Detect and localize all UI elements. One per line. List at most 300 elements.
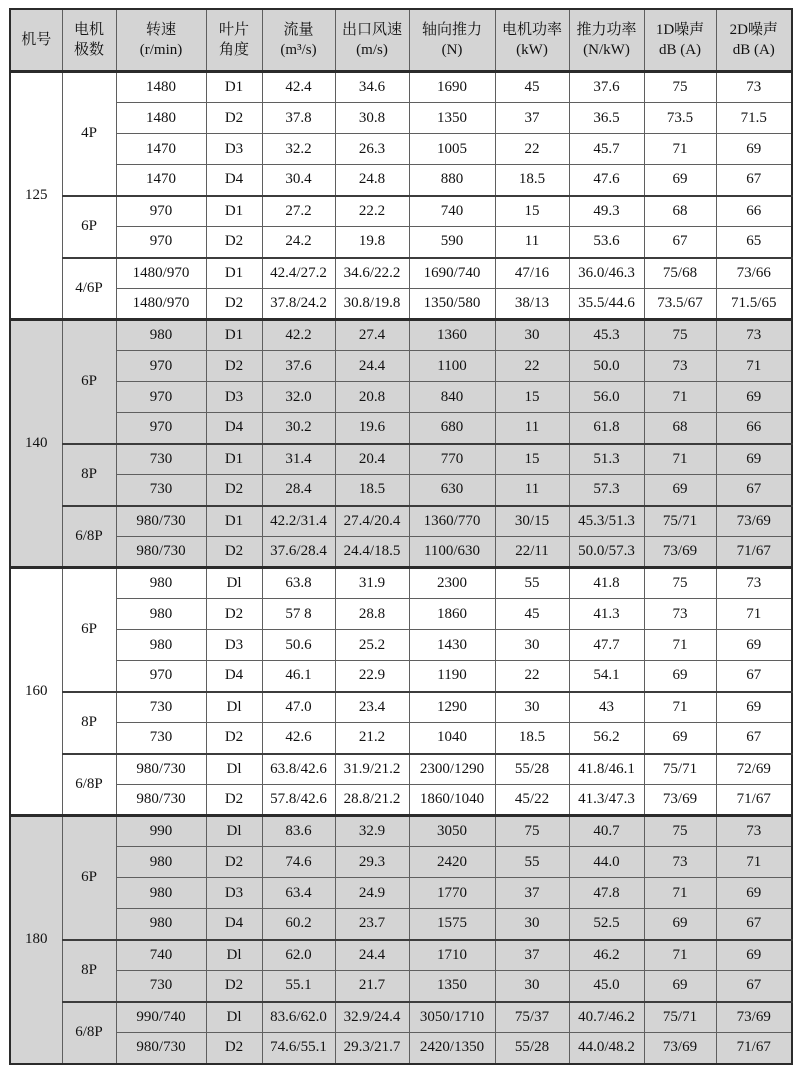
- blade-angle-cell: D2: [206, 537, 262, 568]
- poles-cell: 6/8P: [62, 1002, 116, 1064]
- thrust-power-cell: 45.3: [569, 320, 644, 351]
- motor-power-cell: 30: [495, 971, 569, 1002]
- flow-cell: 28.4: [262, 475, 335, 506]
- motor-power-cell: 11: [495, 413, 569, 444]
- table-row: [10, 785, 792, 816]
- outlet-speed-cell: 28.8: [335, 599, 409, 630]
- poles-cell: 6P: [62, 568, 116, 692]
- noise-2d-cell: 73/66: [716, 258, 792, 289]
- thrust-power-cell: 53.6: [569, 227, 644, 258]
- thrust-power-cell: 61.8: [569, 413, 644, 444]
- axial-thrust-cell: 1690/740: [409, 258, 495, 289]
- noise-1d-cell: 67: [644, 227, 716, 258]
- thrust-power-cell: 40.7/46.2: [569, 1002, 644, 1033]
- table-row: [10, 227, 792, 258]
- noise-2d-cell: 72/69: [716, 754, 792, 785]
- machine-no-cell: 160: [10, 568, 62, 816]
- outlet-speed-cell: 26.3: [335, 134, 409, 165]
- noise-2d-cell: 71.5/65: [716, 289, 792, 320]
- noise-2d-cell: 73: [716, 568, 792, 599]
- noise-2d-cell: 67: [716, 909, 792, 940]
- noise-2d-cell: 67: [716, 971, 792, 1002]
- flow-cell: 24.2: [262, 227, 335, 258]
- noise-2d-cell: 71: [716, 847, 792, 878]
- machine-no-cell: 140: [10, 320, 62, 568]
- speed-cell: 980: [116, 847, 206, 878]
- col-header-speed: [116, 9, 206, 72]
- blade-angle-cell: D4: [206, 413, 262, 444]
- axial-thrust-cell: 1860/1040: [409, 785, 495, 816]
- blade-angle-cell: D1: [206, 258, 262, 289]
- axial-thrust-cell: 1190: [409, 661, 495, 692]
- thrust-power-cell: 57.3: [569, 475, 644, 506]
- col-header-axial-thrust: [409, 9, 495, 72]
- flow-cell: 42.2/31.4: [262, 506, 335, 537]
- noise-1d-cell: 68: [644, 196, 716, 227]
- outlet-speed-cell: 29.3/21.7: [335, 1033, 409, 1064]
- speed-cell: 970: [116, 413, 206, 444]
- noise-2d-cell: 69: [716, 444, 792, 475]
- noise-2d-cell: 66: [716, 196, 792, 227]
- thrust-power-cell: 35.5/44.6: [569, 289, 644, 320]
- axial-thrust-cell: 2300: [409, 568, 495, 599]
- table-row: [10, 537, 792, 568]
- header-label: 电机: [73, 21, 104, 38]
- poles-cell: 4P: [62, 72, 116, 196]
- blade-angle-cell: D4: [206, 661, 262, 692]
- poles-cell: 8P: [62, 940, 116, 1002]
- header-unit: (m³/s): [280, 42, 317, 58]
- axial-thrust-cell: 1360: [409, 320, 495, 351]
- speed-cell: 980/730: [116, 754, 206, 785]
- motor-power-cell: 75/37: [495, 1002, 569, 1033]
- blade-angle-cell: D4: [206, 165, 262, 196]
- flow-cell: 57 8: [262, 599, 335, 630]
- flow-cell: 46.1: [262, 661, 335, 692]
- thrust-power-cell: 44.0/48.2: [569, 1033, 644, 1064]
- outlet-speed-cell: 24.4: [335, 351, 409, 382]
- noise-1d-cell: 69: [644, 661, 716, 692]
- flow-cell: 31.4: [262, 444, 335, 475]
- noise-2d-cell: 71.5: [716, 103, 792, 134]
- col-header-flow: [262, 9, 335, 72]
- blade-angle-cell: D1: [206, 196, 262, 227]
- outlet-speed-cell: 31.9: [335, 568, 409, 599]
- motor-power-cell: 37: [495, 878, 569, 909]
- noise-1d-cell: 69: [644, 909, 716, 940]
- header-label: 轴向推力: [421, 21, 482, 38]
- motor-power-cell: 55/28: [495, 754, 569, 785]
- blade-angle-cell: D1: [206, 72, 262, 103]
- col-header-noise-2d: [716, 9, 792, 72]
- thrust-power-cell: 36.5: [569, 103, 644, 134]
- flow-cell: 57.8/42.6: [262, 785, 335, 816]
- flow-cell: 37.6/28.4: [262, 537, 335, 568]
- noise-1d-cell: 71: [644, 878, 716, 909]
- table-row: [10, 1002, 792, 1033]
- speed-cell: 1480: [116, 103, 206, 134]
- thrust-power-cell: 56.2: [569, 723, 644, 754]
- table-row: [10, 196, 792, 227]
- table-row: [10, 165, 792, 196]
- outlet-speed-cell: 28.8/21.2: [335, 785, 409, 816]
- axial-thrust-cell: 3050: [409, 816, 495, 847]
- axial-thrust-cell: 1575: [409, 909, 495, 940]
- motor-power-cell: 22: [495, 351, 569, 382]
- blade-angle-cell: D3: [206, 630, 262, 661]
- axial-thrust-cell: 1350/580: [409, 289, 495, 320]
- noise-1d-cell: 73: [644, 351, 716, 382]
- header-unit: (m/s): [356, 42, 388, 58]
- flow-cell: 60.2: [262, 909, 335, 940]
- noise-2d-cell: 69: [716, 134, 792, 165]
- motor-power-cell: 55/28: [495, 1033, 569, 1064]
- thrust-power-cell: 45.3/51.3: [569, 506, 644, 537]
- col-header-outlet-speed: [335, 9, 409, 72]
- noise-1d-cell: 75/71: [644, 1002, 716, 1033]
- header-label: 推力功率: [576, 21, 637, 38]
- noise-2d-cell: 66: [716, 413, 792, 444]
- outlet-speed-cell: 23.7: [335, 909, 409, 940]
- thrust-power-cell: 45.7: [569, 134, 644, 165]
- flow-cell: 63.4: [262, 878, 335, 909]
- speed-cell: 980: [116, 599, 206, 630]
- noise-1d-cell: 71: [644, 940, 716, 971]
- table-row: [10, 382, 792, 413]
- noise-2d-cell: 69: [716, 940, 792, 971]
- axial-thrust-cell: 1860: [409, 599, 495, 630]
- speed-cell: 980: [116, 568, 206, 599]
- outlet-speed-cell: 31.9/21.2: [335, 754, 409, 785]
- noise-1d-cell: 68: [644, 413, 716, 444]
- noise-2d-cell: 69: [716, 630, 792, 661]
- motor-power-cell: 30: [495, 909, 569, 940]
- flow-cell: 83.6: [262, 816, 335, 847]
- noise-2d-cell: 69: [716, 878, 792, 909]
- machine-no-cell: 180: [10, 816, 62, 1064]
- motor-power-cell: 15: [495, 444, 569, 475]
- header-label: 出口风速: [341, 21, 402, 38]
- speed-cell: 990/740: [116, 1002, 206, 1033]
- speed-cell: 730: [116, 692, 206, 723]
- axial-thrust-cell: 2300/1290: [409, 754, 495, 785]
- outlet-speed-cell: 27.4: [335, 320, 409, 351]
- noise-2d-cell: 67: [716, 165, 792, 196]
- blade-angle-cell: Dl: [206, 692, 262, 723]
- table-row: [10, 475, 792, 506]
- header-unit: 角度: [218, 42, 249, 58]
- axial-thrust-cell: 1005: [409, 134, 495, 165]
- speed-cell: 990: [116, 816, 206, 847]
- table-row: [10, 661, 792, 692]
- header-label: 流量: [283, 21, 314, 38]
- thrust-power-cell: 52.5: [569, 909, 644, 940]
- thrust-power-cell: 45.0: [569, 971, 644, 1002]
- speed-cell: 1480/970: [116, 289, 206, 320]
- table-row: [10, 940, 792, 971]
- flow-cell: 42.4/27.2: [262, 258, 335, 289]
- thrust-power-cell: 47.7: [569, 630, 644, 661]
- blade-angle-cell: D2: [206, 351, 262, 382]
- flow-cell: 83.6/62.0: [262, 1002, 335, 1033]
- noise-1d-cell: 75: [644, 816, 716, 847]
- axial-thrust-cell: 1430: [409, 630, 495, 661]
- speed-cell: 730: [116, 444, 206, 475]
- axial-thrust-cell: 3050/1710: [409, 1002, 495, 1033]
- noise-2d-cell: 73/69: [716, 506, 792, 537]
- blade-angle-cell: D2: [206, 785, 262, 816]
- noise-1d-cell: 69: [644, 475, 716, 506]
- header-unit: (r/min): [139, 42, 183, 58]
- poles-cell: 6P: [62, 816, 116, 940]
- thrust-power-cell: 41.3/47.3: [569, 785, 644, 816]
- speed-cell: 970: [116, 196, 206, 227]
- flow-cell: 42.4: [262, 72, 335, 103]
- motor-power-cell: 22: [495, 661, 569, 692]
- motor-power-cell: 45: [495, 72, 569, 103]
- speed-cell: 970: [116, 351, 206, 382]
- noise-1d-cell: 69: [644, 971, 716, 1002]
- blade-angle-cell: D2: [206, 599, 262, 630]
- speed-cell: 970: [116, 661, 206, 692]
- outlet-speed-cell: 32.9: [335, 816, 409, 847]
- axial-thrust-cell: 1100: [409, 351, 495, 382]
- blade-angle-cell: D3: [206, 382, 262, 413]
- table-row: [10, 630, 792, 661]
- table-header: [10, 9, 792, 72]
- axial-thrust-cell: 1710: [409, 940, 495, 971]
- motor-power-cell: 45: [495, 599, 569, 630]
- axial-thrust-cell: 590: [409, 227, 495, 258]
- blade-angle-cell: Dl: [206, 816, 262, 847]
- header-unit: 极数: [73, 42, 104, 58]
- blade-angle-cell: D2: [206, 289, 262, 320]
- noise-2d-cell: 73: [716, 320, 792, 351]
- flow-cell: 47.0: [262, 692, 335, 723]
- header-unit: dB (A): [732, 42, 775, 58]
- motor-power-cell: 22: [495, 134, 569, 165]
- blade-angle-cell: D2: [206, 475, 262, 506]
- table-row: [10, 103, 792, 134]
- table-row: [10, 134, 792, 165]
- outlet-speed-cell: 20.4: [335, 444, 409, 475]
- outlet-speed-cell: 30.8: [335, 103, 409, 134]
- thrust-power-cell: 37.6: [569, 72, 644, 103]
- noise-1d-cell: 73: [644, 847, 716, 878]
- blade-angle-cell: D1: [206, 320, 262, 351]
- col-header-machine-no: [10, 9, 62, 72]
- thrust-power-cell: 44.0: [569, 847, 644, 878]
- noise-2d-cell: 67: [716, 661, 792, 692]
- blade-angle-cell: D1: [206, 506, 262, 537]
- blade-angle-cell: D3: [206, 134, 262, 165]
- thrust-power-cell: 36.0/46.3: [569, 258, 644, 289]
- flow-cell: 55.1: [262, 971, 335, 1002]
- thrust-power-cell: 50.0/57.3: [569, 537, 644, 568]
- poles-cell: 6/8P: [62, 506, 116, 568]
- header-unit: (N/kW): [583, 42, 630, 58]
- speed-cell: 730: [116, 475, 206, 506]
- flow-cell: 37.8/24.2: [262, 289, 335, 320]
- blade-angle-cell: Dl: [206, 940, 262, 971]
- flow-cell: 74.6/55.1: [262, 1033, 335, 1064]
- noise-1d-cell: 75: [644, 320, 716, 351]
- speed-cell: 730: [116, 723, 206, 754]
- noise-2d-cell: 71/67: [716, 1033, 792, 1064]
- axial-thrust-cell: 1290: [409, 692, 495, 723]
- axial-thrust-cell: 1360/770: [409, 506, 495, 537]
- noise-2d-cell: 71: [716, 599, 792, 630]
- motor-power-cell: 15: [495, 196, 569, 227]
- table-row: [10, 816, 792, 847]
- motor-power-cell: 11: [495, 475, 569, 506]
- col-header-noise-1d: [644, 9, 716, 72]
- noise-1d-cell: 71: [644, 444, 716, 475]
- noise-1d-cell: 73/69: [644, 537, 716, 568]
- flow-cell: 62.0: [262, 940, 335, 971]
- motor-power-cell: 22/11: [495, 537, 569, 568]
- outlet-speed-cell: 24.4: [335, 940, 409, 971]
- noise-2d-cell: 71: [716, 351, 792, 382]
- motor-power-cell: 55: [495, 568, 569, 599]
- flow-cell: 30.2: [262, 413, 335, 444]
- header-unit: (N): [441, 42, 463, 58]
- flow-cell: 42.2: [262, 320, 335, 351]
- motor-power-cell: 30: [495, 692, 569, 723]
- outlet-speed-cell: 22.2: [335, 196, 409, 227]
- poles-cell: 8P: [62, 692, 116, 754]
- table-row: [10, 444, 792, 475]
- thrust-power-cell: 41.3: [569, 599, 644, 630]
- noise-2d-cell: 67: [716, 475, 792, 506]
- noise-2d-cell: 67: [716, 723, 792, 754]
- thrust-power-cell: 54.1: [569, 661, 644, 692]
- speed-cell: 970: [116, 382, 206, 413]
- noise-1d-cell: 75: [644, 72, 716, 103]
- speed-cell: 980/730: [116, 537, 206, 568]
- axial-thrust-cell: 1100/630: [409, 537, 495, 568]
- col-header-poles: [62, 9, 116, 72]
- thrust-power-cell: 46.2: [569, 940, 644, 971]
- speed-cell: 980: [116, 878, 206, 909]
- speed-cell: 980: [116, 320, 206, 351]
- blade-angle-cell: D2: [206, 227, 262, 258]
- axial-thrust-cell: 2420: [409, 847, 495, 878]
- flow-cell: 50.6: [262, 630, 335, 661]
- table-row: [10, 506, 792, 537]
- blade-angle-cell: D2: [206, 723, 262, 754]
- thrust-power-cell: 49.3: [569, 196, 644, 227]
- flow-cell: 42.6: [262, 723, 335, 754]
- noise-1d-cell: 73: [644, 599, 716, 630]
- blade-angle-cell: D2: [206, 103, 262, 134]
- outlet-speed-cell: 25.2: [335, 630, 409, 661]
- speed-cell: 980/730: [116, 1033, 206, 1064]
- axial-thrust-cell: 1690: [409, 72, 495, 103]
- motor-power-cell: 30: [495, 630, 569, 661]
- poles-cell: 6/8P: [62, 754, 116, 816]
- noise-2d-cell: 73: [716, 72, 792, 103]
- axial-thrust-cell: 680: [409, 413, 495, 444]
- noise-1d-cell: 73/69: [644, 785, 716, 816]
- thrust-power-cell: 43: [569, 692, 644, 723]
- outlet-speed-cell: 19.8: [335, 227, 409, 258]
- noise-1d-cell: 75: [644, 568, 716, 599]
- noise-1d-cell: 71: [644, 692, 716, 723]
- outlet-speed-cell: 18.5: [335, 475, 409, 506]
- table-row: [10, 723, 792, 754]
- outlet-speed-cell: 27.4/20.4: [335, 506, 409, 537]
- noise-1d-cell: 69: [644, 723, 716, 754]
- table-row: [10, 258, 792, 289]
- axial-thrust-cell: 770: [409, 444, 495, 475]
- blade-angle-cell: D2: [206, 1033, 262, 1064]
- motor-power-cell: 75: [495, 816, 569, 847]
- outlet-speed-cell: 23.4: [335, 692, 409, 723]
- outlet-speed-cell: 32.9/24.4: [335, 1002, 409, 1033]
- speed-cell: 980/730: [116, 785, 206, 816]
- motor-power-cell: 30/15: [495, 506, 569, 537]
- noise-1d-cell: 75/71: [644, 754, 716, 785]
- col-header-motor-power: [495, 9, 569, 72]
- machine-no-cell: 125: [10, 72, 62, 320]
- header-row: [10, 9, 792, 72]
- col-header-thrust-power: [569, 9, 644, 72]
- axial-thrust-cell: 1350: [409, 103, 495, 134]
- outlet-speed-cell: 24.8: [335, 165, 409, 196]
- thrust-power-cell: 47.6: [569, 165, 644, 196]
- noise-1d-cell: 75/68: [644, 258, 716, 289]
- table-row: [10, 754, 792, 785]
- motor-power-cell: 37: [495, 940, 569, 971]
- flow-cell: 30.4: [262, 165, 335, 196]
- noise-1d-cell: 73/69: [644, 1033, 716, 1064]
- motor-power-cell: 18.5: [495, 723, 569, 754]
- header-unit: dB (A): [658, 42, 702, 58]
- header-label: 1D噪声: [655, 21, 705, 38]
- outlet-speed-cell: 21.7: [335, 971, 409, 1002]
- table-row: [10, 413, 792, 444]
- thrust-power-cell: 56.0: [569, 382, 644, 413]
- table-row: [10, 692, 792, 723]
- motor-power-cell: 55: [495, 847, 569, 878]
- table-row: [10, 1033, 792, 1064]
- speed-cell: 740: [116, 940, 206, 971]
- blade-angle-cell: D1: [206, 444, 262, 475]
- table-row: [10, 320, 792, 351]
- axial-thrust-cell: 740: [409, 196, 495, 227]
- outlet-speed-cell: 30.8/19.8: [335, 289, 409, 320]
- axial-thrust-cell: 2420/1350: [409, 1033, 495, 1064]
- axial-thrust-cell: 1040: [409, 723, 495, 754]
- speed-cell: 980/730: [116, 506, 206, 537]
- table-row: [10, 289, 792, 320]
- noise-1d-cell: 71: [644, 382, 716, 413]
- table-row: [10, 72, 792, 103]
- speed-cell: 1470: [116, 134, 206, 165]
- axial-thrust-cell: 840: [409, 382, 495, 413]
- motor-power-cell: 30: [495, 320, 569, 351]
- motor-power-cell: 18.5: [495, 165, 569, 196]
- noise-2d-cell: 73/69: [716, 1002, 792, 1033]
- motor-power-cell: 38/13: [495, 289, 569, 320]
- blade-angle-cell: D2: [206, 847, 262, 878]
- speed-cell: 1480: [116, 72, 206, 103]
- speed-cell: 980: [116, 909, 206, 940]
- thrust-power-cell: 50.0: [569, 351, 644, 382]
- header-unit: (kW): [516, 42, 548, 58]
- speed-cell: 730: [116, 971, 206, 1002]
